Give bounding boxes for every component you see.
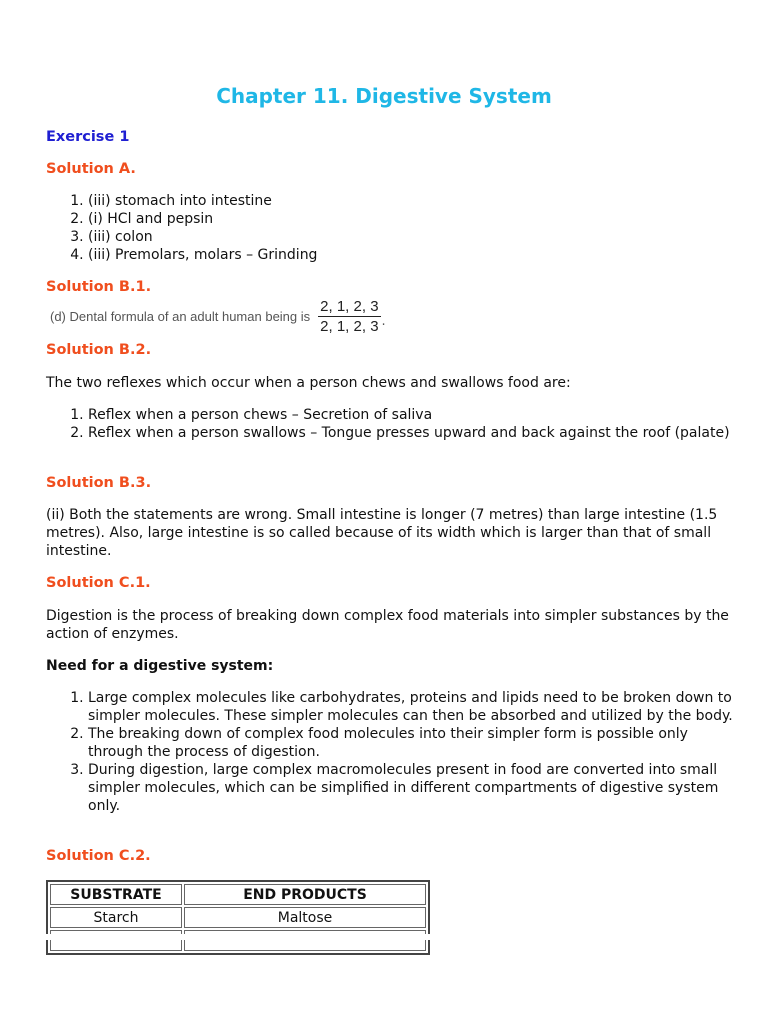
solution-c2-heading: Solution C.2. xyxy=(46,848,151,864)
list-item: 2. The breaking down of complex food molecules into their simpler form is possible only through the process of digestion. xyxy=(88,725,736,761)
list-item: 2. (i) HCl and pepsin xyxy=(88,210,736,228)
solution-b3-heading: Solution B.3. xyxy=(46,475,152,491)
table-cell: Maltose xyxy=(184,907,426,928)
substrate-table xyxy=(46,880,430,955)
need-heading: Need for a digestive system: xyxy=(46,658,274,674)
solution-a-heading: Solution A. xyxy=(46,161,136,177)
solution-b1-heading: Solution B.1. xyxy=(46,279,152,295)
solution-b2-list xyxy=(46,406,736,442)
table-header-end-products: END PRODUCTS xyxy=(184,884,426,905)
fraction-denominator: 2, 1, 2, 3 xyxy=(320,317,379,335)
list-item: 2. Reflex when a person swallows – Tongue presses upward and back against the roof (palate) xyxy=(88,424,736,442)
solution-b2-intro: The two reflexes which occur when a person chews and swallows food are: xyxy=(46,375,571,391)
table-cell: Starch xyxy=(50,907,182,928)
list-item: 3. (iii) colon xyxy=(88,228,736,246)
table-row xyxy=(50,907,426,928)
fraction-numerator: 2, 1, 2, 3 xyxy=(320,297,379,315)
table-header-substrate: SUBSTRATE xyxy=(50,884,182,905)
formula-period: . xyxy=(381,313,386,329)
solution-c1-text: Digestion is the process of breaking down complex food materials into simpler substances by the action of enzymes. xyxy=(46,608,729,642)
dental-formula xyxy=(50,296,386,336)
list-item: 3. During digestion, large complex macromolecules present in food are converted into small simpler molecules, which can be simplified in different compartments of digestive system only. xyxy=(88,761,736,815)
solution-c1-list xyxy=(46,689,736,815)
exercise-heading: Exercise 1 xyxy=(46,129,130,145)
solution-a-list xyxy=(46,192,736,264)
dental-fraction xyxy=(318,298,380,335)
table-crop-edge xyxy=(46,934,430,940)
list-item: 1. Reflex when a person chews – Secretion of saliva xyxy=(88,406,736,424)
list-item: 1. Large complex molecules like carbohydrates, proteins and lipids need to be broken down to simpler molecules. These simpler molecules can then be absorbed and utilized by the body. xyxy=(88,689,736,725)
list-item: 1. (iii) stomach into intestine xyxy=(88,192,736,210)
list-item: 4. (iii) Premolars, molars – Grinding xyxy=(88,246,736,264)
solution-b2-heading: Solution B.2. xyxy=(46,342,152,358)
table-header-row xyxy=(50,884,426,905)
formula-text: (d) Dental formula of an adult human being is xyxy=(50,308,311,324)
chapter-title: Chapter 11. Digestive System xyxy=(216,84,552,108)
solution-c1-heading: Solution C.1. xyxy=(46,575,151,591)
solution-b3-text: (ii) Both the statements are wrong. Small intestine is longer (7 metres) than large intestine (1.5 metres). Also, large intestine is so called because of its width which is larger than that of small intestine. xyxy=(46,507,718,559)
